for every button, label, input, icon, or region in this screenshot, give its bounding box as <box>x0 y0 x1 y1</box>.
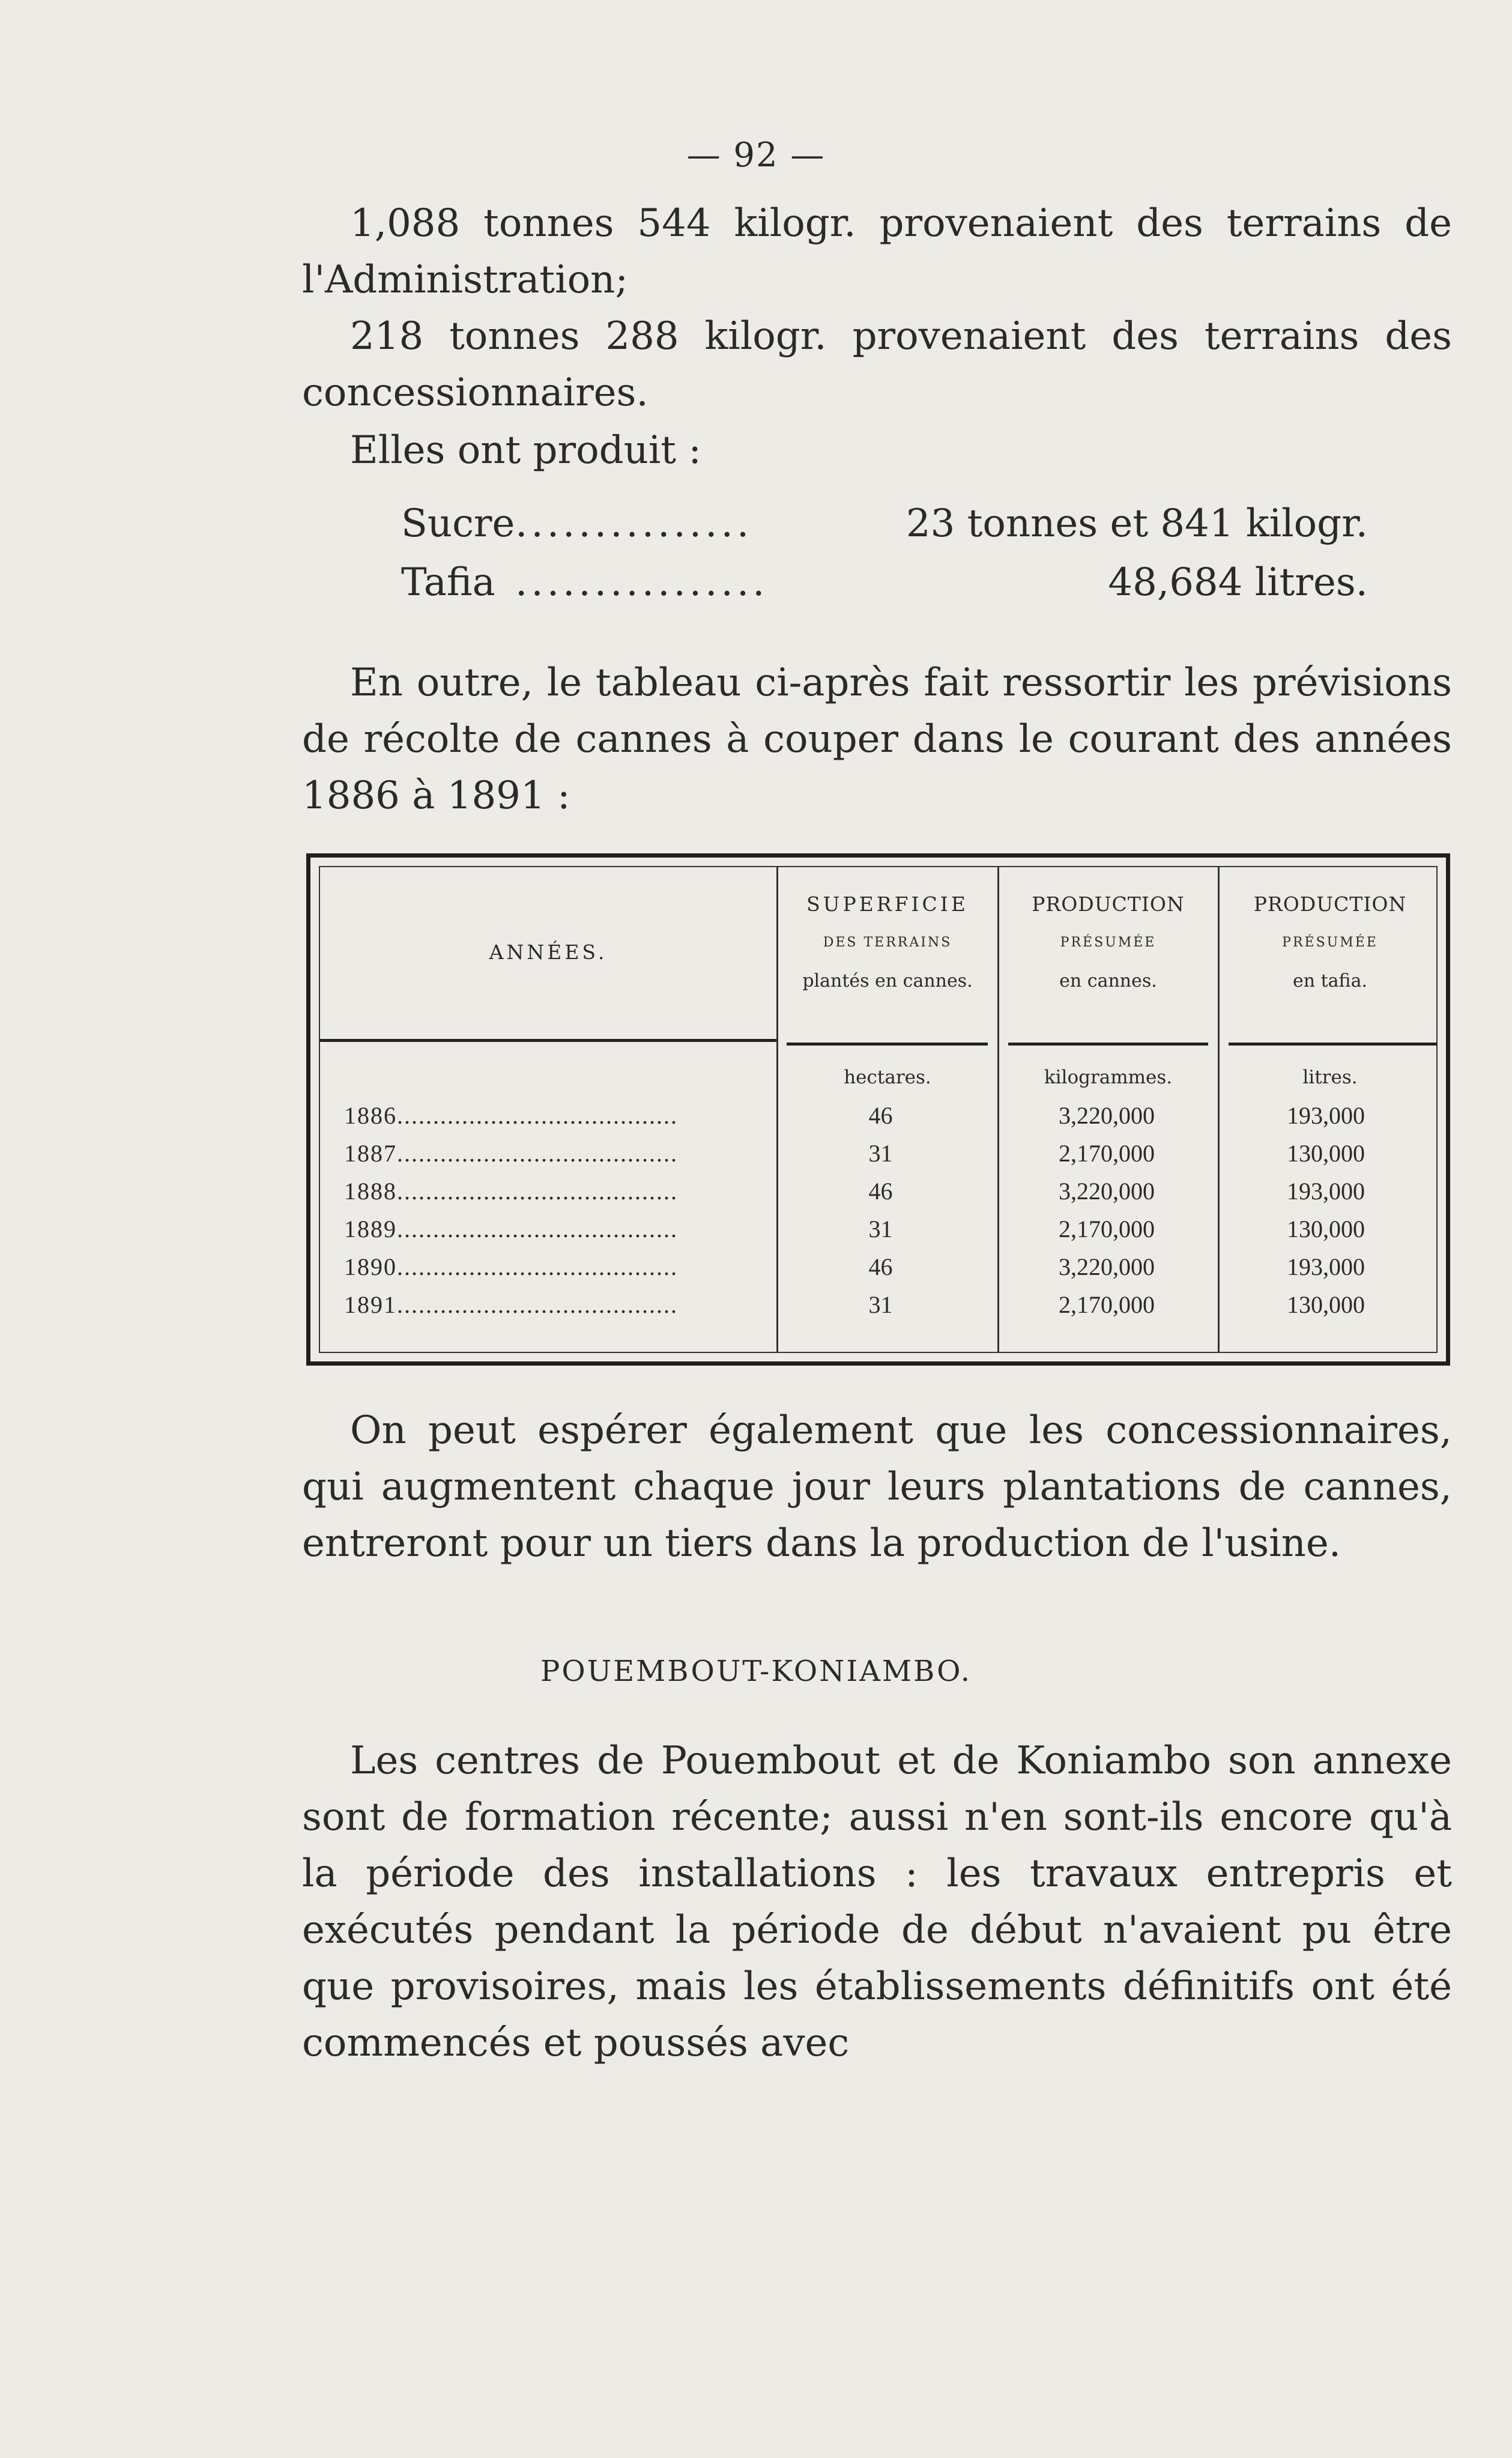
cane-cell: 2,170,000 <box>1059 1215 1155 1243</box>
table-row <box>320 1101 1436 1139</box>
header-label: PRODUCTION <box>1032 892 1185 916</box>
leader-dots: ............... <box>515 501 753 546</box>
header-rule <box>320 1039 776 1042</box>
section-heading: POUEMBOUT-KONIAMBO. <box>540 1654 972 1688</box>
table-row <box>320 1139 1436 1177</box>
leader-dots: ....................................... <box>397 1102 678 1129</box>
header-annees-label: ANNÉES. <box>489 940 608 964</box>
year-value: 1886 <box>344 1102 397 1129</box>
paragraph-tableau-text: En outre, le tableau ci-après fait ressortir les prévisions de récolte de cannes à couper dans le courant des années 1886 à 1891 : <box>302 661 1452 818</box>
year-cell <box>344 1253 764 1281</box>
production-value: 23 tonnes et 841 kilogr. <box>906 501 1368 546</box>
unit-kilogrammes: kilogrammes. <box>1044 1067 1173 1088</box>
year-cell <box>344 1215 764 1243</box>
leader-dots: ................ <box>515 560 769 605</box>
paragraph-admin-text: 1,088 tonnes 544 kilogr. provenaient des terrains de l'Administration; <box>302 201 1452 302</box>
header-label: SUPERFICIE <box>806 892 969 916</box>
year-value: 1889 <box>344 1215 397 1243</box>
page-number: — 92 — <box>686 136 826 175</box>
tafia-cell: 130,000 <box>1287 1291 1365 1318</box>
area-cell: 46 <box>868 1178 893 1205</box>
paragraph-concession-text: 218 tonnes 288 kilogr. provenaient des terrains des concessionnaires. <box>302 314 1452 415</box>
unit-litres: litres. <box>1302 1067 1358 1088</box>
tafia-cell: 130,000 <box>1287 1215 1365 1243</box>
leader-dots: ....................................... <box>397 1140 678 1167</box>
year-value: 1888 <box>344 1178 397 1205</box>
header-sublabel: PRÉSUMÉE <box>1282 935 1378 950</box>
production-row <box>401 560 1368 619</box>
production-row <box>401 501 1368 560</box>
production-name: Sucre <box>401 501 515 546</box>
cane-cell: 2,170,000 <box>1059 1140 1155 1167</box>
year-value: 1887 <box>344 1140 397 1167</box>
tafia-cell: 130,000 <box>1287 1140 1365 1167</box>
year-cell <box>344 1177 764 1205</box>
header-sublabel: PRÉSUMÉE <box>1060 935 1157 950</box>
area-cell: 31 <box>868 1291 893 1318</box>
leader-dots: ....................................... <box>397 1291 678 1318</box>
table-inner-frame <box>319 866 1438 1353</box>
header-annees <box>320 933 776 972</box>
header-rule <box>1229 1043 1437 1046</box>
table-row <box>320 1215 1436 1253</box>
leader-dots: ....................................... <box>397 1253 678 1280</box>
unit-hectares: hectares. <box>844 1067 931 1088</box>
year-value: 1891 <box>344 1291 397 1318</box>
paragraph-pouembout-text: Les centres de Pouembout et de Koniambo son annexe sont de formation récente; aussi n'en sont-ils encore qu'à la période des installations : les travaux entrepris et exécutés pendant la période de début n'avaient pu être que provisoires, mais les établissements définitifs ont été commencés et poussés avec <box>302 1739 1452 2065</box>
paragraph-concessionnaires <box>302 308 1452 421</box>
header-rule <box>787 1043 988 1046</box>
header-note: plantés en cannes. <box>802 970 973 991</box>
header-note: en tafia. <box>1293 970 1367 991</box>
production-value: 48,684 litres. <box>1108 560 1368 605</box>
cane-cell: 3,220,000 <box>1059 1102 1155 1129</box>
cane-cell: 2,170,000 <box>1059 1291 1155 1318</box>
area-cell: 31 <box>868 1215 893 1243</box>
year-cell <box>344 1101 764 1130</box>
header-note: en cannes. <box>1059 970 1157 991</box>
year-cell <box>344 1291 764 1319</box>
tafia-cell: 193,000 <box>1287 1178 1365 1205</box>
paragraph-concessionnaires-espoir <box>302 1402 1452 1572</box>
production-name: Tafia <box>401 560 495 605</box>
paragraph-tableau <box>302 655 1452 824</box>
paragraph-produit-text: Elles ont produit : <box>350 428 701 473</box>
header-sublabel: DES TERRAINS <box>823 935 952 950</box>
leader-dots: ....................................... <box>397 1215 678 1243</box>
leader-dots: ....................................... <box>397 1178 678 1205</box>
table-row <box>320 1253 1436 1291</box>
cane-cell: 3,220,000 <box>1059 1253 1155 1280</box>
header-production-cannes <box>999 885 1218 1000</box>
paragraph-admin-terrains <box>302 195 1452 308</box>
year-value: 1890 <box>344 1253 397 1280</box>
year-cell <box>344 1139 764 1167</box>
forecast-table <box>306 853 1450 1366</box>
tafia-cell: 193,000 <box>1287 1253 1365 1280</box>
cane-cell: 3,220,000 <box>1059 1178 1155 1205</box>
production-list <box>401 501 1368 619</box>
tafia-cell: 193,000 <box>1287 1102 1365 1129</box>
table-row <box>320 1177 1436 1215</box>
paragraph-produit <box>302 422 1452 479</box>
header-rule <box>1008 1043 1208 1046</box>
header-production-tafia <box>1219 885 1441 1000</box>
area-cell: 46 <box>868 1102 893 1129</box>
header-superficie <box>778 885 997 1000</box>
area-cell: 46 <box>868 1253 893 1280</box>
area-cell: 31 <box>868 1140 893 1167</box>
table-row <box>320 1291 1436 1328</box>
header-label: PRODUCTION <box>1253 892 1407 916</box>
paragraph-pouembout <box>302 1733 1452 2071</box>
paragraph-espoir-text: On peut espérer également que les concessionnaires, qui augmentent chaque jour leurs plantations de cannes, entreront pour un tiers dans la production de l'usine. <box>302 1408 1452 1566</box>
